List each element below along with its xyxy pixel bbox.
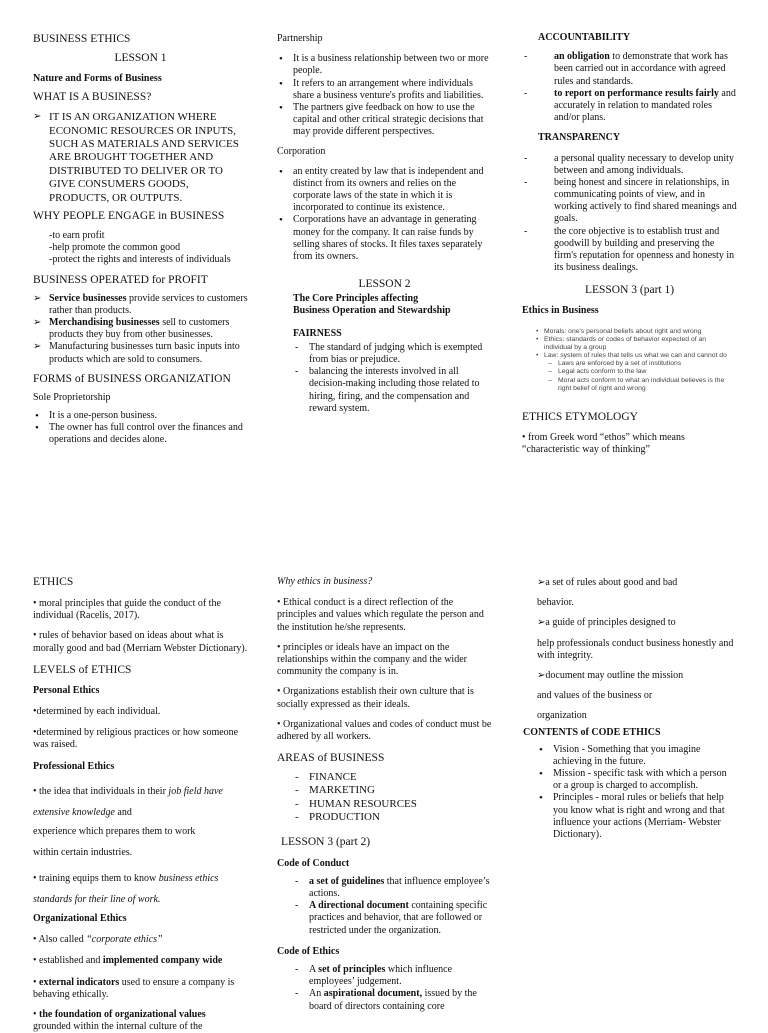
list-item: • Principles - moral rules or beliefs that help you know what is right and wrong and that influence your actions (Merriam- Webster Dictionary).: [537, 792, 737, 841]
list-item: - a set of guidelines that influence employee’s actions.: [293, 876, 492, 900]
slide-subitem: – Legal acts conform to the law: [534, 368, 735, 376]
ethics-in-business-heading: Ethics in Business: [522, 305, 599, 317]
code-of-conduct-heading: Code of Conduct: [277, 857, 350, 869]
business-definition-list: [33, 111, 248, 205]
what-is-business-heading: WHAT IS A BUSINESS?: [33, 91, 152, 104]
p1-left-column: [33, 32, 248, 447]
list-item: - A set of principles which influence employees’ judgement.: [293, 964, 492, 988]
lesson-2-heading: LESSON 2: [358, 278, 411, 291]
profit-business-list: [33, 293, 248, 366]
organizational-ethics-line: grounded within the internal culture of the: [33, 1021, 203, 1033]
list-item: ➢ Merchandising businesses sell to customers products they buy from other businesses.: [33, 317, 248, 341]
organizational-ethics-heading: Organizational Ethics: [33, 913, 127, 925]
ethics-slide-image: [522, 324, 737, 397]
list-item: - MARKETING: [293, 784, 492, 797]
p1-right-column: [522, 32, 737, 456]
professional-ethics-line: within certain industries.: [33, 846, 133, 858]
why-ethics-item: • Organizational values and codes of conduct must be adhered by all workers.: [277, 718, 492, 742]
code-ethics-point-cont: and values of the business or: [537, 690, 653, 702]
sole-proprietorship-heading: Sole Proprietorship: [33, 391, 111, 403]
p2-left-column: [33, 575, 248, 1033]
why-ethics-item: • Organizations establish their own culture that is socially expressed as their ideals.: [277, 686, 474, 710]
operated-for-profit-heading: BUSINESS OPERATED for PROFIT: [33, 273, 208, 286]
why-engage-heading: WHY PEOPLE ENGAGE in BUSINESS: [33, 210, 225, 223]
list-item: - The standard of judging which is exempted from bias or prejudice.: [293, 342, 492, 366]
professional-ethics-heading: Professional Ethics: [33, 760, 115, 772]
p1-middle-column: [277, 33, 492, 415]
levels-of-ethics-heading: LEVELS of ETHICS: [33, 663, 132, 676]
code-of-ethics-list: [277, 964, 492, 1013]
list-item: • Corporations have an advantage in generating money for the company. It can raise funds by selling shares of stocks. It files taxes separately from its owners.: [277, 214, 492, 263]
slide-list: [534, 328, 735, 361]
list-item: - A directional document containing specific practices and behavior, that are followed or restricted under the organization.: [293, 900, 492, 937]
slide-item: • Morals: one's personal beliefs about right and wrong: [534, 328, 735, 336]
partnership-list: [277, 53, 492, 138]
nature-heading: Nature and Forms of Business: [33, 73, 162, 85]
list-item: ➢ Service businesses provide services to customers rather than products.: [33, 293, 248, 317]
ethics-definition-2: • rules of behavior based on ideas about what is morally good and bad (Merriam Webster Dictionary).: [33, 630, 248, 654]
professional-ethics-line: experience which prepares them to work: [33, 825, 196, 837]
corporation-heading: Corporation: [277, 145, 326, 157]
slide-subitem: – Laws are enforced by a set of institutions: [534, 360, 735, 368]
accountability-heading: ACCOUNTABILITY: [538, 32, 631, 43]
fairness-heading: FAIRNESS: [293, 327, 342, 339]
business-definition: ➢ IT IS AN ORGANIZATION WHERE ECONOMIC RESOURCES OR INPUTS, SUCH AS MATERIALS AND SERVICES ARE BROUGHT TOGETHER AND DISTRIBUTED TO DELIVER OR TO GIVE CONSUMERS GOODS, PRODUCTS, OR OUTPUTS.: [33, 111, 248, 205]
slide-sublist: [534, 360, 735, 393]
why-ethics-item: • Ethical conduct is a direct reflection of the principles and values which regulate the person and the institution he/she represents.: [277, 597, 484, 633]
list-item: - being honest and sincere in relationships, in communicating points of view, and in working actively to find shared meanings and goals.: [522, 177, 737, 226]
organizational-ethics-item: • Also called “corporate ethics”: [33, 934, 163, 946]
slide-item: • Law: system of rules that tells us what we can and cannot do: [534, 352, 735, 360]
contents-list: [537, 744, 737, 842]
list-item: - HUMAN RESOURCES: [293, 798, 492, 811]
organizational-ethics-item: • external indicators used to ensure a company is behaving ethically.: [33, 976, 235, 1000]
doc-title: BUSINESS ETHICS: [33, 33, 131, 45]
why-engage-list: [33, 230, 248, 267]
why-item: -help promote the common good: [49, 242, 181, 254]
contents-of-code-ethics-heading: CONTENTS of CODE ETHICS: [523, 726, 661, 738]
why-item: -protect the rights and interests of individuals: [49, 254, 231, 266]
partnership-heading: Partnership: [277, 33, 323, 44]
why-item: -to earn profit: [49, 230, 105, 242]
ethics-definition-1: • moral principles that guide the conduct of the individual (Racelis, 2017).: [33, 598, 221, 622]
why-ethics-heading: Why ethics in business?: [277, 576, 373, 587]
forms-heading: FORMS of BUSINESS ORGANIZATION: [33, 372, 231, 385]
list-item: - an obligation to demonstrate that work has been carried out in accordance with agreed rules and standards.: [522, 51, 737, 88]
p2-middle-column: [277, 576, 492, 1013]
organizational-ethics-item: • established and implemented company wide: [33, 955, 223, 967]
list-item: • It is a business relationship between two or more people.: [277, 53, 492, 77]
professional-ethics-item: • training equips them to know business ethics standards for their line of work.: [33, 873, 219, 906]
list-item: - the core objective is to establish trust and goodwill by building and preserving the firm's reputation for openness and honesty in its business dealings.: [522, 226, 737, 275]
personal-ethics-item: •determined by each individual.: [33, 705, 161, 717]
code-ethics-point: ➢a set of rules about good and bad: [537, 577, 678, 588]
areas-list: [277, 771, 492, 825]
personal-ethics-heading: Personal Ethics: [33, 684, 100, 696]
slide-subitem: – Moral acts conform to what an individual believes is the right belief of right and wrong: [534, 377, 735, 393]
code-of-conduct-list: [277, 876, 492, 937]
list-item: - FINANCE: [293, 771, 492, 784]
accountability-list: [522, 51, 737, 124]
transparency-list: [522, 153, 737, 275]
list-item: - a personal quality necessary to develop unity between and among individuals.: [522, 153, 737, 177]
fairness-list: [277, 342, 492, 415]
code-ethics-point: ➢document may outline the mission: [537, 669, 684, 681]
core-principles-heading: The Core Principles affecting Business Operation and Stewardship: [293, 293, 451, 317]
organizational-ethics-item: • the foundation of organizational values: [33, 1009, 206, 1021]
slide-item: • Ethics: standards or codes of behavior expected of an individual by a group: [534, 336, 735, 352]
code-ethics-point-cont: help professionals conduct business honestly and with integrity.: [537, 637, 734, 661]
sole-proprietorship-list: [33, 410, 248, 447]
professional-ethics-item: • the idea that individuals in their job field have extensive knowledge and: [33, 785, 223, 818]
lesson-3-part-1-heading: LESSON 3 (part 1): [584, 284, 675, 297]
list-item: ➢ Manufacturing businesses turn basic inputs into products which are sold to consumers.: [33, 341, 248, 365]
code-ethics-point: ➢a guide of principles designed to: [537, 617, 676, 629]
code-ethics-point-cont: behavior.: [537, 597, 574, 609]
ethics-heading: ETHICS: [33, 576, 74, 588]
lesson-3-part-2-heading: LESSON 3 (part 2): [281, 835, 371, 848]
transparency-heading: TRANSPARENCY: [538, 132, 621, 144]
code-of-ethics-heading: Code of Ethics: [277, 945, 340, 957]
list-item: • It refers to an arrangement where individuals share a business venture's profits and liabilities.: [277, 78, 492, 102]
list-item: • Mission - specific task with which a person or a group is charged to accomplish.: [537, 768, 737, 792]
corporation-list: [277, 166, 492, 264]
list-item: • The owner has full control over the finances and operations and decides alone.: [33, 422, 248, 446]
areas-of-business-heading: AREAS of BUSINESS: [277, 752, 385, 765]
personal-ethics-item: •determined by religious practices or how someone was raised.: [33, 727, 239, 751]
lesson-1-heading: LESSON 1: [114, 52, 167, 65]
list-item: • an entity created by law that is independent and distinct from its owners and relies on the corporate laws of the state in which it is incorporated to continue its existence.: [277, 166, 492, 215]
list-item: - to report on performance results fairly and accurately in relation to mandated roles and/or plans.: [522, 88, 737, 125]
list-item: • The partners give feedback on how to use the capital and other critical strategic decisions that may provide different perspectives.: [277, 102, 492, 139]
list-item: • Vision - Something that you imagine achieving in the future.: [537, 744, 737, 768]
list-item: - balancing the interests involved in all decision-making including those related to hiring, firing, and the compensation and reward system.: [293, 366, 492, 415]
list-item: - PRODUCTION: [293, 811, 492, 824]
ethics-etymology-text: • from Greek word “ethos” which means “characteristic way of thinking”: [522, 431, 685, 456]
ethics-etymology-heading: ETHICS ETYMOLOGY: [522, 410, 638, 423]
list-item: • It is a one-person business.: [33, 410, 248, 422]
why-ethics-item: • principles or ideals have an impact on the relationships within the company and the wider community the company is in.: [277, 641, 467, 678]
p2-right-column: [523, 577, 737, 841]
code-ethics-point-cont: organization: [537, 710, 587, 722]
list-item: - An aspirational document, issued by the board of directors containing core: [293, 988, 492, 1012]
